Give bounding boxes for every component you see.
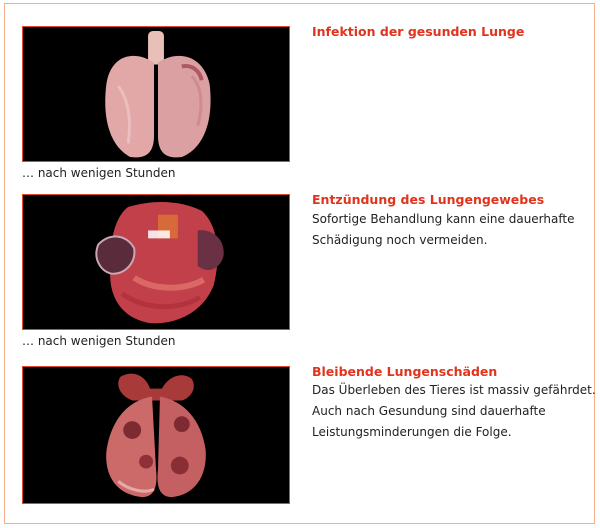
damaged-lung-image [22,366,290,504]
section-1-caption: … nach wenigen Stunden [22,166,176,180]
section-2-title: Entzündung des Lungengewebes [312,192,545,207]
inflamed-lung-image [22,194,290,330]
section-2-caption: … nach wenigen Stunden [22,334,176,348]
section-3-line-3: Leistungsminderungen die Folge. [312,425,512,439]
section-3-line-2: Auch nach Gesundung sind dauerhafte [312,404,546,418]
section-2-line-1: Sofortige Behandlung kann eine dauerhafte [312,212,575,226]
healthy-lung-image [22,26,290,162]
section-3-title: Bleibende Lungenschäden [312,364,498,379]
section-1-title: Infektion der gesunden Lunge [312,24,525,39]
section-3-line-1: Das Überleben des Tieres ist massiv gefährdet. [312,383,596,397]
section-3-description [312,380,596,443]
section-2-description [312,209,582,251]
section-2-line-2: Schädigung noch vermeiden. [312,233,488,247]
